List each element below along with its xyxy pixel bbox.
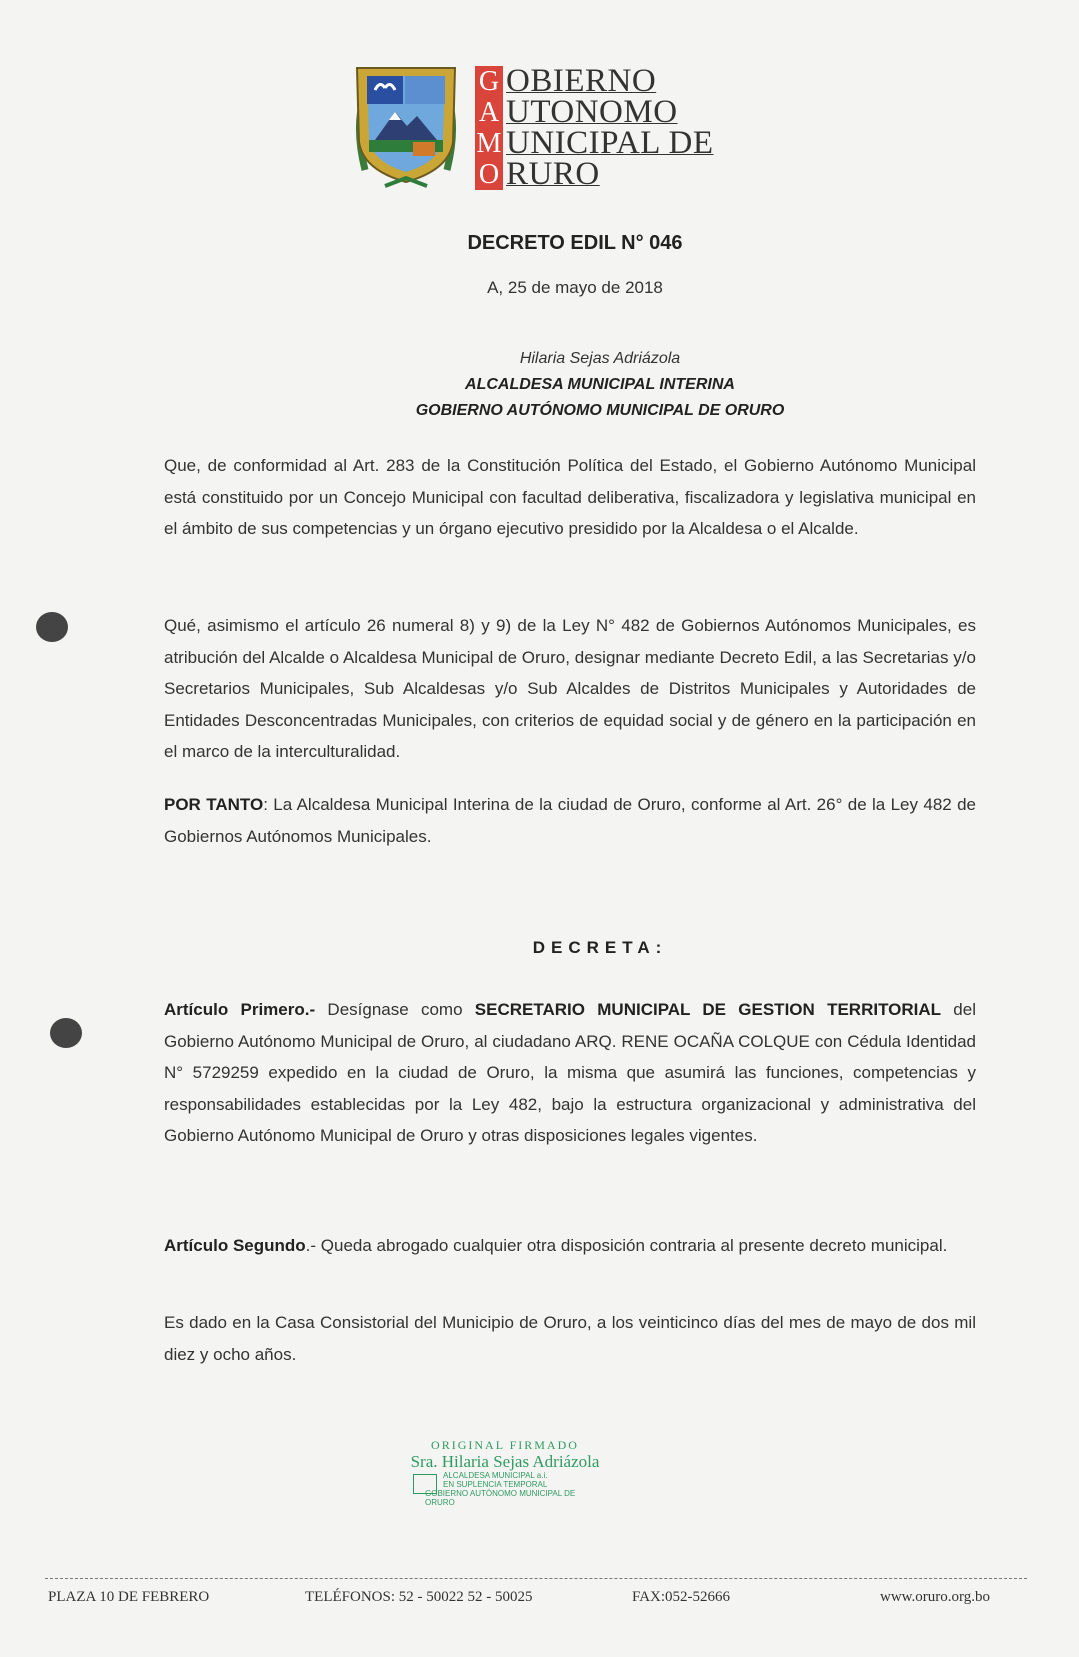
stamp-line: ALCALDESA MUNICIPAL a.i. xyxy=(443,1471,548,1480)
stamp-line: Sra. Hilaria Sejas Adriázola xyxy=(410,1452,600,1471)
stamp-emblem-icon xyxy=(413,1474,437,1494)
article-text: Desígnase como xyxy=(315,1000,475,1019)
logo-initial: M xyxy=(476,128,502,159)
article-label: Artículo Primero.- xyxy=(164,1000,316,1019)
logo-line: UTONOMO xyxy=(506,94,678,130)
signatory-org: GOBIERNO AUTÓNOMO MUNICIPAL DE ORURO xyxy=(415,402,785,419)
stamp-line: EN SUPLENCIA TEMPORAL xyxy=(443,1480,548,1489)
article-paragraph xyxy=(164,1230,976,1262)
article-text: .- Queda abrogado cualquier otra disposición contraria al presente decreto municipal. xyxy=(305,1236,948,1255)
logo-line: RURO xyxy=(506,156,600,192)
coat-of-arms-icon xyxy=(345,60,467,195)
logo-initial: G xyxy=(478,66,500,97)
footer-phones: TELÉFONOS: 52 - 50022 52 - 50025 xyxy=(305,1589,533,1605)
considerando-paragraph: Qué, asimismo el artículo 26 numeral 8) y 9) de la Ley N° 482 de Gobiernos Autónomos Municipales, es atribución del Alcalde o Alcaldesa Municipal de Oruro, designar mediante Decreto Edil, a las Secretarias y/o Secretarios Municipales, Sub Alcaldesas y/o Sub Alcaldes de Distritos Municipales y Autoridades de Entidades Desconcentradas Municipales, con criterios de equidad social y de género en la participación en el marco de la interculturalidad. xyxy=(164,616,976,761)
footer-fax: FAX:052-52666 xyxy=(632,1589,731,1605)
article-position: SECRETARIO MUNICIPAL DE GESTION TERRITORIAL xyxy=(474,1000,942,1019)
stamp-line: ORIGINAL FIRMADO xyxy=(431,1438,579,1452)
logo-line: UNICIPAL DE xyxy=(506,125,714,161)
considerando-paragraph: Que, de conformidad al Art. 283 de la Constitución Política del Estado, el Gobierno Autónomo Municipal está constituido por un Concejo Municipal con facultad deliberativa, fiscalizadora y legislativa municipal en el ámbito de sus competencias y un órgano ejecutivo presidido por la Alcaldesa o el Alcalde. xyxy=(164,456,976,538)
por-tanto-label: POR TANTO xyxy=(164,795,264,814)
article-text: del Gobierno Autónomo Municipal de Oruro, al ciudadano ARQ. RENE OCAÑA COLQUE con Cédula Identidad N° 5729259 expedido en la ciudad de Oruro, la misma que asumirá las funciones, competencias y responsabilidades establecidas por la Ley 482, bajo la estructura organizacional y administrativa del Gobierno Autónomo Municipal de Oruro y otras disposiciones legales vigentes. xyxy=(164,1000,976,1145)
stamp-line: GOBIERNO AUTÓNOMO MUNICIPAL DE ORURO xyxy=(425,1489,576,1507)
signature-stamp xyxy=(405,1438,605,1510)
signatory-name: Hilaria Sejas Adriázola xyxy=(519,350,681,367)
punch-hole xyxy=(36,612,68,642)
municipal-logo xyxy=(345,60,735,195)
signatory-role: ALCALDESA MUNICIPAL INTERINA xyxy=(465,376,735,393)
logo-initials xyxy=(475,66,503,190)
decree-title: DECRETO EDIL N° 046 xyxy=(467,232,683,254)
article-paragraph xyxy=(164,994,976,1152)
logo-initial: O xyxy=(478,159,500,190)
decreta-heading: DECRETA: xyxy=(532,938,668,957)
logo-line: OBIERNO xyxy=(506,63,657,99)
decree-date: A, 25 de mayo de 2018 xyxy=(487,278,663,297)
por-tanto-text: : La Alcaldesa Municipal Interina de la ciudad de Oruro, conforme al Art. 26° de la Ley 482 de Gobiernos Autónomos Municipales. xyxy=(164,795,976,846)
logo-wordmark xyxy=(506,63,714,192)
footer-address: PLAZA 10 DE FEBRERO xyxy=(48,1589,210,1605)
footer-website: www.oruro.org.bo xyxy=(880,1589,990,1605)
footer-divider xyxy=(45,1578,1027,1579)
closing-paragraph: Es dado en la Casa Consistorial del Municipio de Oruro, a los veinticinco días del mes de mayo de dos mil diez y ocho años. xyxy=(164,1313,976,1364)
punch-hole xyxy=(50,1018,82,1048)
logo-initial: A xyxy=(478,97,500,128)
por-tanto-paragraph xyxy=(164,789,976,852)
article-label: Artículo Segundo xyxy=(164,1236,306,1255)
